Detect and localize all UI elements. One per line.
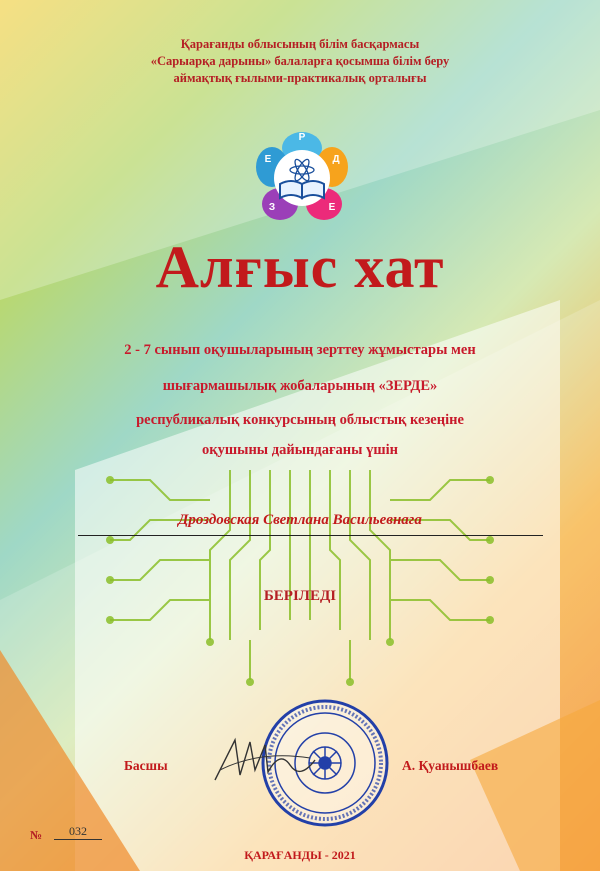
number-label: № [30, 828, 43, 842]
body-line-4: оқушыны дайындағаны үшін [202, 442, 398, 458]
footer-city-year: ҚАРАҒАНДЫ - 2021 [244, 848, 356, 862]
header-line-2: «Сарыарқа дарыны» балаларға қосымша білім беру [150, 54, 450, 68]
number-value: 032 [54, 824, 102, 840]
logo-letter: Е [328, 202, 336, 213]
header-line-3: аймақтық ғылыми-практикалық орталығы [173, 71, 427, 85]
logo-letter: Е [264, 154, 272, 165]
awarded-label: БЕРІЛЕДІ [263, 588, 337, 604]
certificate-title: Алғыс хат [155, 234, 445, 300]
body-line-2: шығармашылық жобаларының «ЗЕРДЕ» [162, 378, 438, 394]
name-underline [78, 535, 543, 536]
open-book-icon [280, 181, 324, 198]
body-line-3: республикалық конкурсының облыстық кезеңіне [136, 412, 464, 428]
recipient-name: Дроздовская Светлана Васильевнага [178, 512, 422, 528]
director-name: А. Қуанышбаев [402, 758, 499, 773]
zerde-logo [252, 122, 352, 232]
logo-letter: З [268, 202, 276, 213]
logo-letter: Д [332, 154, 340, 165]
body-line-1: 2 - 7 сынып оқушыларының зерттеу жұмыстары мен [124, 342, 476, 358]
signature-scribble [210, 730, 320, 790]
director-label: Басшы [124, 758, 168, 773]
header-line-1: Қарағанды облысының білім басқармасы [180, 37, 420, 51]
logo-letter: Р [298, 132, 306, 143]
